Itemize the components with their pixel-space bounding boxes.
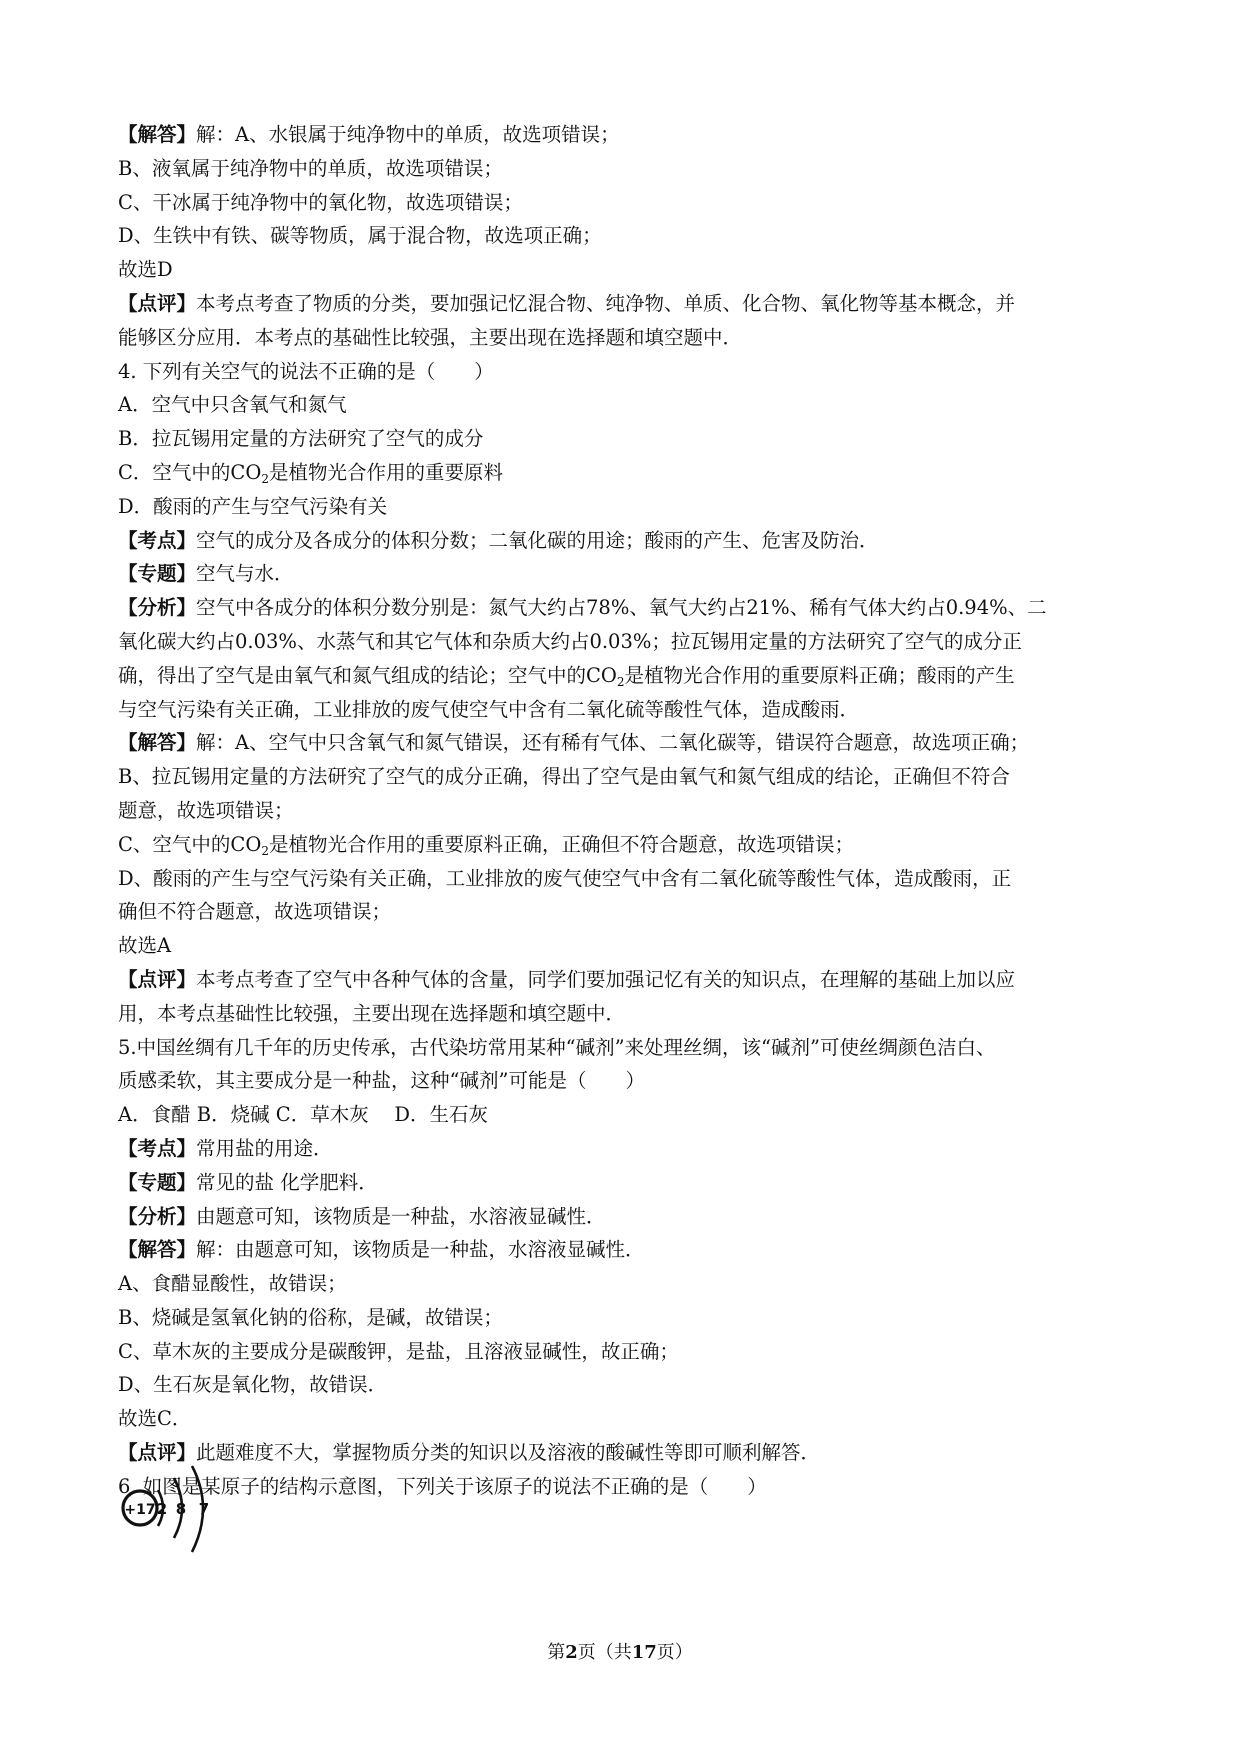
text-line: [118, 997, 1128, 1031]
atom-structure-diagram: [118, 1460, 228, 1560]
text-line: [118, 862, 1128, 896]
text-line: [118, 253, 1128, 287]
text-line: [118, 1064, 1128, 1098]
line-text: 确，得出了空气是由氧气和氮气组成的结论；空气中的CO: [118, 663, 617, 687]
text-line: [118, 1031, 1128, 1065]
text-line: [118, 287, 1128, 321]
line-text: 6. 如图是某原子的结构示意图，下列关于该原子的说法不正确的是（ ）: [118, 1474, 767, 1498]
text-line: [118, 625, 1128, 659]
page-footer: [0, 1638, 1240, 1664]
text-line: [118, 388, 1128, 422]
line-text: 是植物光合作用的重要原料: [268, 460, 503, 484]
line-text: D、生铁中有铁、碳等物质，属于混合物，故选项正确；: [118, 224, 602, 248]
subscript: 2: [261, 471, 269, 486]
line-text: 故选C．: [118, 1407, 192, 1431]
line-text: 空气的成分及各成分的体积分数；二氧化碳的用途；酸雨的产生、危害及防治．: [196, 528, 879, 552]
line-text: 是植物光合作用的重要原料正确；酸雨的产生: [624, 663, 1015, 687]
text-line: [118, 1166, 1128, 1200]
text-line: [118, 355, 1128, 389]
text-line: [118, 1368, 1128, 1402]
text-line: [118, 152, 1128, 186]
section-tag: 【专题】: [118, 1170, 197, 1194]
document-body: [118, 118, 1128, 1504]
text-line: [118, 118, 1128, 152]
text-line: [118, 895, 1128, 929]
line-text: 氧化碳大约占0.03%、水蒸气和其它气体和杂质大约占0.03%；拉瓦锡用定量的方法研究了空气的成分正: [118, 629, 1022, 653]
line-text: 故选D: [118, 258, 173, 282]
shell-electrons-2: 8: [175, 1500, 187, 1518]
nucleus-charge: +17: [124, 1502, 156, 1518]
line-text: C、草木灰的主要成分是碳酸钾，是盐，且溶液显碱性，故正确；: [118, 1339, 679, 1363]
line-text: C、干冰属于纯净物中的氧化物，故选项错误；: [118, 190, 523, 214]
text-line: [118, 963, 1128, 997]
line-text: 确但不符合题意，故选项错误；: [118, 900, 392, 924]
text-line: [118, 456, 1128, 490]
text-line: [118, 929, 1128, 963]
line-text: 与空气污染有关正确，工业排放的废气使空气中含有二氧化硫等酸性气体，造成酸雨．: [118, 697, 860, 721]
section-tag: 【解答】: [118, 731, 197, 755]
line-text: 空气中各成分的体积分数分别是：氮气大约占78%、氧气大约占21%、稀有气体大约占0.94%、二: [196, 596, 1047, 620]
line-text: 常见的盐 化学肥料．: [196, 1170, 378, 1194]
line-text: 题意，故选项错误；: [118, 798, 294, 822]
text-line: [118, 828, 1128, 862]
line-text: 本考点考查了空气中各种气体的含量，同学们要加强记忆有关的知识点，在理解的基础上加以应: [196, 967, 1016, 991]
text-line: [118, 1267, 1128, 1301]
text-line: [118, 1402, 1128, 1436]
line-text: B、液氧属于纯净物中的单质，故选项错误；: [118, 156, 503, 180]
section-tag: 【分析】: [118, 596, 197, 620]
subscript: 2: [261, 843, 269, 858]
shell-electrons-1: 2: [156, 1500, 168, 1518]
footer-page-number: 2: [565, 1642, 578, 1663]
line-text: 解：A、空气中只含氧气和氮气错误，还有稀有气体、二氧化碳等，错误符合题意，故选项正确；: [196, 731, 1030, 755]
footer-suffix: 页）: [656, 1642, 693, 1663]
section-tag: 【解答】: [118, 123, 197, 146]
line-text: C．空气中的CO: [118, 460, 262, 484]
line-text: 5.中国丝绸有几千年的历史传承，古代染坊常用某种“碱剂”来处理丝绸，该“碱剂”可使丝绸颜色洁白、: [118, 1035, 996, 1059]
footer-total-pages: 17: [631, 1642, 657, 1663]
text-line: [118, 659, 1128, 693]
section-tag: 【分析】: [118, 1204, 197, 1228]
subscript: 2: [616, 674, 625, 689]
line-text: 故选A: [118, 934, 172, 958]
footer-prefix: 第: [547, 1642, 566, 1663]
text-line: [118, 321, 1128, 355]
line-text: 此题难度不大，掌握物质分类的知识以及溶液的酸碱性等即可顺利解答．: [196, 1441, 821, 1465]
line-text: 是植物光合作用的重要原料正确，正确但不符合题意，故选项错误；: [268, 832, 854, 856]
text-line: [118, 422, 1128, 456]
section-tag: 【考点】: [118, 528, 197, 552]
text-line: [118, 1233, 1128, 1267]
text-line: [118, 794, 1128, 828]
line-text: 由题意可知，该物质是一种盐，水溶液显碱性．: [196, 1204, 606, 1228]
line-text: 解：由题意可知，该物质是一种盐，水溶液显碱性．: [196, 1238, 645, 1262]
text-line: [118, 1098, 1128, 1132]
section-tag: 【点评】: [118, 967, 197, 991]
line-text: 能够区分应用．本考点的基础性比较强，主要出现在选择题和填空题中．: [118, 325, 743, 349]
line-text: 用，本考点基础性比较强，主要出现在选择题和填空题中．: [118, 1001, 626, 1025]
line-text: 解：A、水银属于纯净物中的单质，故选项错误；: [196, 123, 620, 146]
text-line: [118, 1301, 1128, 1335]
line-text: 空气与水．: [196, 562, 294, 586]
line-text: 质感柔软，其主要成分是一种盐，这种“碱剂”可能是（ ）: [118, 1069, 645, 1093]
text-line: [118, 1335, 1128, 1369]
section-tag: 【考点】: [118, 1136, 197, 1160]
shell-electrons-3: 7: [198, 1500, 210, 1518]
text-line: [118, 726, 1128, 760]
text-line: [118, 557, 1128, 591]
text-line: [118, 760, 1128, 794]
line-text: B、拉瓦锡用定量的方法研究了空气的成分正确，得出了空气是由氧气和氮气组成的结论，正确但不符合: [118, 765, 1010, 789]
text-line: [118, 1470, 1128, 1504]
line-text: A．空气中只含氧气和氮气: [118, 393, 347, 417]
line-text: B．拉瓦锡用定量的方法研究了空气的成分: [118, 427, 484, 451]
line-text: D．酸雨的产生与空气污染有关: [118, 494, 388, 518]
line-text: 常用盐的用途．: [196, 1136, 333, 1160]
section-tag: 【解答】: [118, 1238, 197, 1262]
line-text: C、空气中的CO: [118, 832, 262, 856]
text-line: [118, 1132, 1128, 1166]
line-text: D、酸雨的产生与空气污染有关正确，工业排放的废气使空气中含有二氧化硫等酸性气体，造成酸雨，正: [118, 866, 1012, 890]
text-line: [118, 693, 1128, 727]
text-line: [118, 591, 1128, 625]
line-text: D、生石灰是氧化物，故错误．: [118, 1373, 388, 1397]
text-line: [118, 1200, 1128, 1234]
text-line: [118, 524, 1128, 558]
footer-middle: 页（共: [577, 1642, 632, 1663]
line-text: B、烧碱是氢氧化钠的俗称，是碱，故错误；: [118, 1305, 503, 1329]
line-text: 4. 下列有关空气的说法不正确的是（ ）: [118, 359, 494, 383]
section-tag: 【点评】: [118, 291, 197, 315]
line-text: A、食醋显酸性，故错误；: [118, 1272, 347, 1296]
section-tag: 【点评】: [118, 1441, 197, 1465]
text-line: [118, 186, 1128, 220]
line-text: 本考点考查了物质的分类，要加强记忆混合物、纯净物、单质、化合物、氧化物等基本概念，并: [196, 291, 1016, 315]
section-tag: 【专题】: [118, 562, 197, 586]
line-text: A．食醋 B．烧碱 C．草木灰 D．生石灰: [118, 1103, 489, 1127]
text-line: [118, 490, 1128, 524]
text-line: [118, 219, 1128, 253]
text-line: [118, 1436, 1128, 1470]
